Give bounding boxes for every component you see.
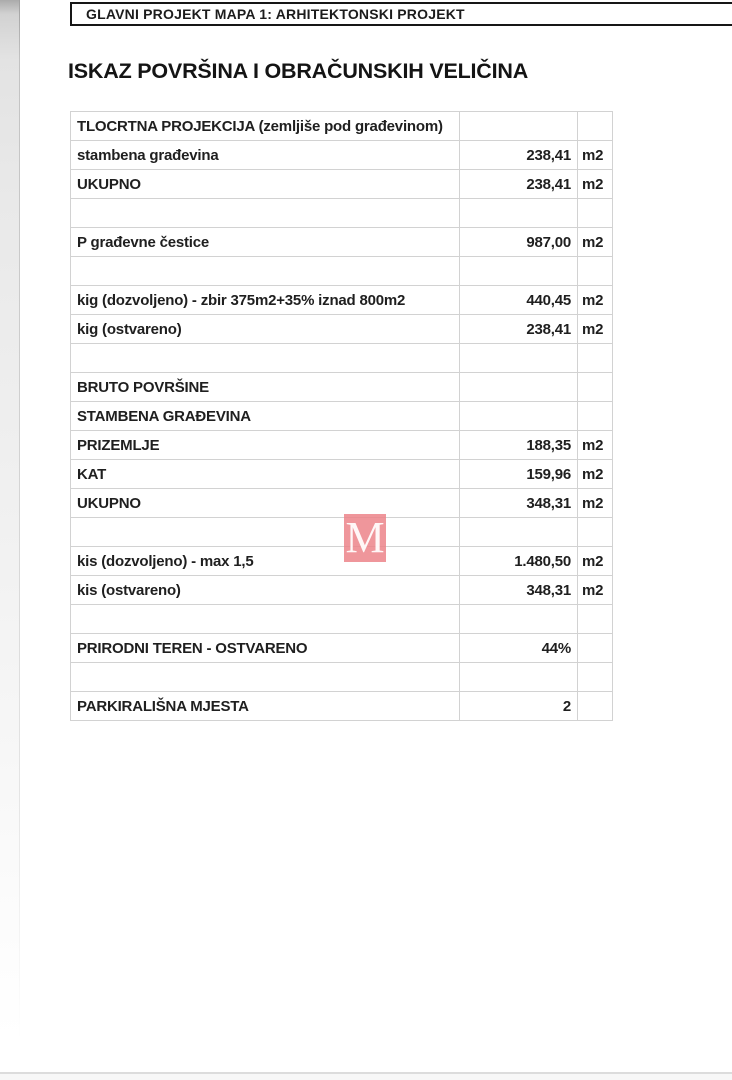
row-unit-cell: m2 xyxy=(578,286,613,315)
page-bottom-edge xyxy=(0,1072,732,1080)
row-label-cell: UKUPNO xyxy=(71,170,460,199)
row-unit-cell xyxy=(578,112,613,141)
table-row xyxy=(71,692,613,721)
page-title: ISKAZ POVRŠINA I OBRAČUNSKIH VELIČINA xyxy=(68,59,529,83)
row-unit-cell: m2 xyxy=(578,547,613,576)
row-unit-cell xyxy=(578,692,613,721)
row-value-cell xyxy=(460,402,578,431)
table-row xyxy=(71,228,613,257)
table-row xyxy=(71,518,613,547)
header-bar xyxy=(70,2,732,26)
row-unit-cell: m2 xyxy=(578,228,613,257)
row-value-cell: 238,41 xyxy=(460,315,578,344)
row-value-cell xyxy=(460,605,578,634)
table-row xyxy=(71,663,613,692)
areas-table xyxy=(70,111,613,721)
row-unit-cell xyxy=(578,373,613,402)
row-label-cell: stambena građevina xyxy=(71,141,460,170)
row-unit-cell: m2 xyxy=(578,170,613,199)
table-row xyxy=(71,547,613,576)
row-value-cell: 348,31 xyxy=(460,576,578,605)
row-unit-cell: m2 xyxy=(578,431,613,460)
row-label-cell: PRIRODNI TEREN - OSTVARENO xyxy=(71,634,460,663)
table-row xyxy=(71,257,613,286)
row-unit-cell xyxy=(578,402,613,431)
row-unit-cell xyxy=(578,199,613,228)
row-value-cell: 987,00 xyxy=(460,228,578,257)
row-unit-cell: m2 xyxy=(578,141,613,170)
row-value-cell: 44% xyxy=(460,634,578,663)
row-unit-cell xyxy=(578,663,613,692)
row-label-cell xyxy=(71,605,460,634)
row-label-cell: kig (dozvoljeno) - zbir 375m2+35% iznad 800m2 xyxy=(71,286,460,315)
row-label-cell: KAT xyxy=(71,460,460,489)
table-row xyxy=(71,141,613,170)
scan-left-gutter-edge xyxy=(19,0,20,1072)
row-value-cell xyxy=(460,112,578,141)
row-value-cell: 238,41 xyxy=(460,141,578,170)
row-label-cell: TLOCRTNA PROJEKCIJA (zemljiše pod građevinom) xyxy=(71,112,460,141)
row-unit-cell xyxy=(578,605,613,634)
row-label-cell: PRIZEMLJE xyxy=(71,431,460,460)
row-label-cell: UKUPNO xyxy=(71,489,460,518)
row-value-cell: 159,96 xyxy=(460,460,578,489)
row-label-cell xyxy=(71,518,460,547)
table-row xyxy=(71,170,613,199)
row-label-cell: P građevne čestice xyxy=(71,228,460,257)
table-row xyxy=(71,286,613,315)
row-value-cell: 348,31 xyxy=(460,489,578,518)
row-label-cell xyxy=(71,199,460,228)
row-value-cell xyxy=(460,518,578,547)
row-value-cell: 1.480,50 xyxy=(460,547,578,576)
table-row xyxy=(71,199,613,228)
row-label-cell xyxy=(71,663,460,692)
table-row xyxy=(71,576,613,605)
table-row xyxy=(71,489,613,518)
table-row xyxy=(71,344,613,373)
areas-table-body xyxy=(71,112,613,721)
row-unit-cell xyxy=(578,257,613,286)
table-row xyxy=(71,373,613,402)
row-value-cell: 2 xyxy=(460,692,578,721)
scan-left-gutter xyxy=(0,0,19,1072)
table-row xyxy=(71,431,613,460)
table-row xyxy=(71,112,613,141)
table-row xyxy=(71,315,613,344)
row-label-cell: kis (dozvoljeno) - max 1,5 xyxy=(71,547,460,576)
row-label-cell: kis (ostvareno) xyxy=(71,576,460,605)
row-unit-cell: m2 xyxy=(578,315,613,344)
row-unit-cell xyxy=(578,634,613,663)
row-value-cell: 238,41 xyxy=(460,170,578,199)
row-label-cell: PARKIRALIŠNA MJESTA xyxy=(71,692,460,721)
row-value-cell: 188,35 xyxy=(460,431,578,460)
watermark-letter: M xyxy=(345,513,385,562)
row-value-cell xyxy=(460,373,578,402)
row-value-cell: 440,45 xyxy=(460,286,578,315)
row-unit-cell xyxy=(578,518,613,547)
row-unit-cell: m2 xyxy=(578,489,613,518)
row-label-cell xyxy=(71,344,460,373)
row-value-cell xyxy=(460,663,578,692)
header-bar-text: GLAVNI PROJEKT MAPA 1: ARHITEKTONSKI PROJEKT xyxy=(86,6,465,22)
row-label-cell: BRUTO POVRŠINE xyxy=(71,373,460,402)
table-row xyxy=(71,402,613,431)
table-row xyxy=(71,460,613,489)
row-label-cell: STAMBENA GRAĐEVINA xyxy=(71,402,460,431)
row-unit-cell: m2 xyxy=(578,460,613,489)
row-value-cell xyxy=(460,257,578,286)
row-unit-cell: m2 xyxy=(578,576,613,605)
table-row xyxy=(71,634,613,663)
row-label-cell xyxy=(71,257,460,286)
row-value-cell xyxy=(460,199,578,228)
row-unit-cell xyxy=(578,344,613,373)
table-row xyxy=(71,605,613,634)
row-label-cell: kig (ostvareno) xyxy=(71,315,460,344)
row-value-cell xyxy=(460,344,578,373)
